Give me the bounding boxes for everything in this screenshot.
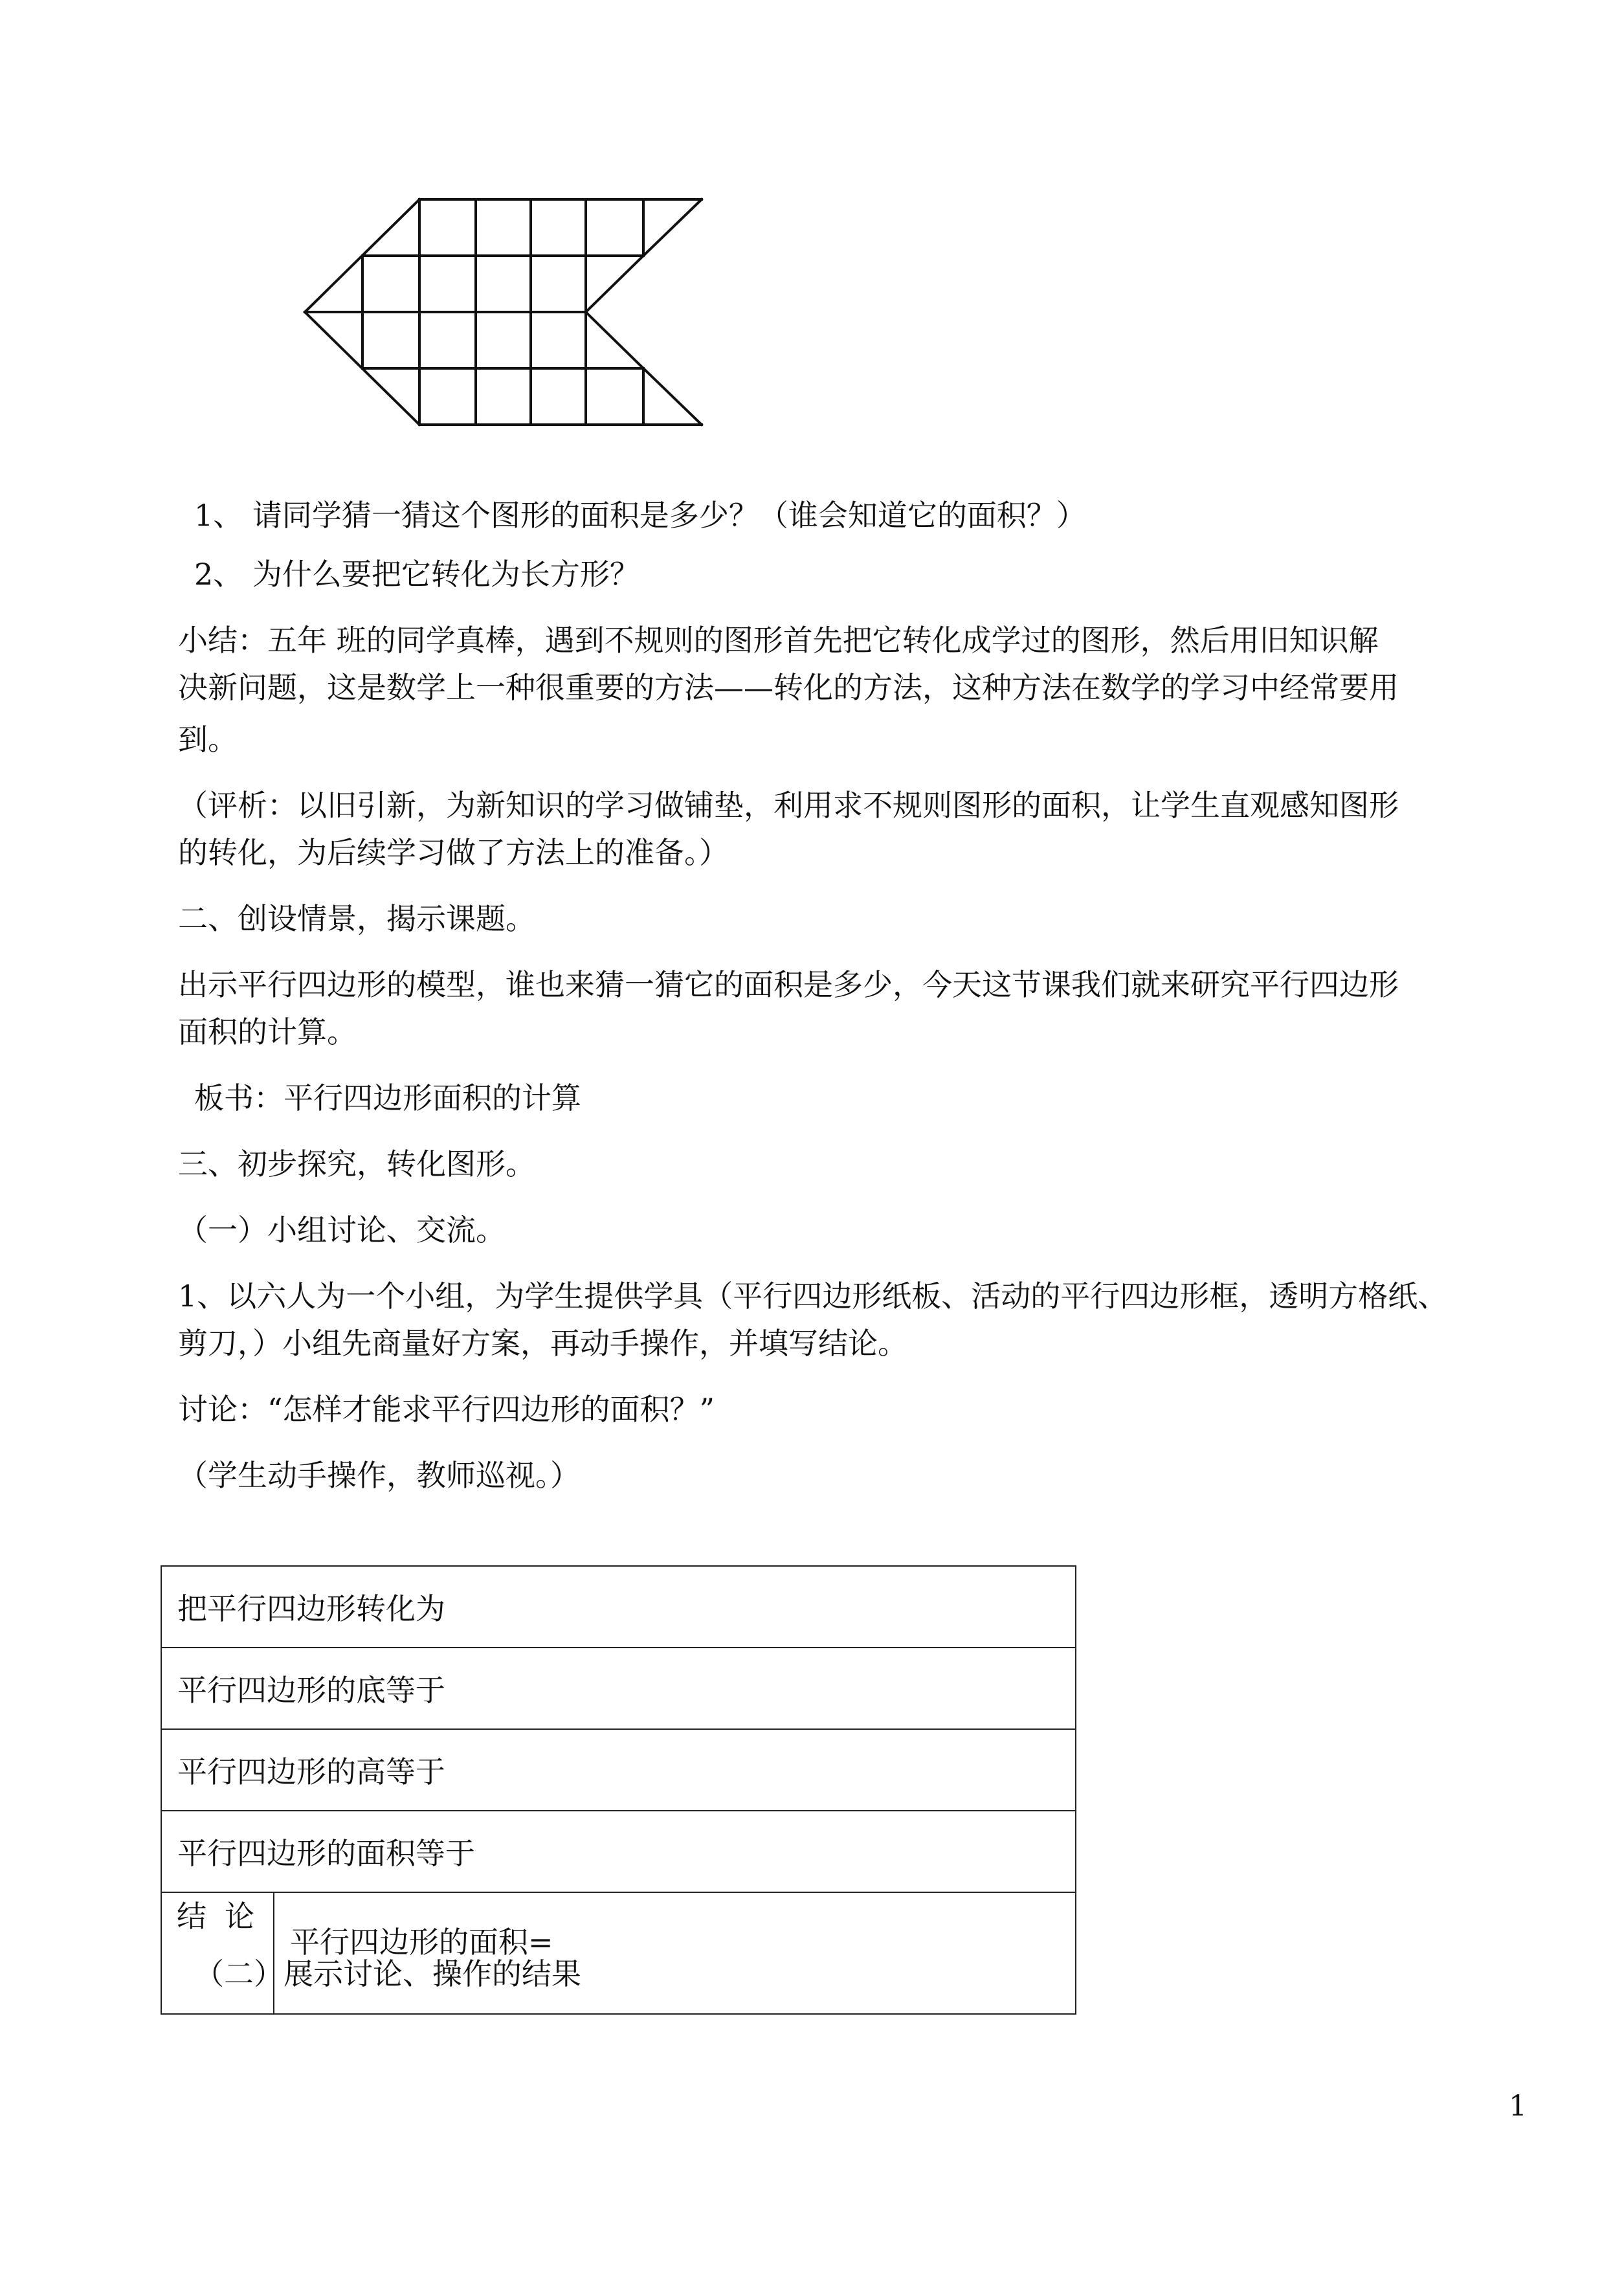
item-1-line-2: 剪刀，）小组先商量好方案，再动手操作，并填写结论。 xyxy=(178,1326,907,1361)
conclusion-formula[interactable]: 平行四边形的面积= xyxy=(274,1892,1076,2014)
table-row xyxy=(161,1566,1076,1648)
section-2-line-1: 出示平行四边形的模型，谁也来猜一猜它的面积是多少，今天这节课我们就来研究平行四边形 xyxy=(178,967,1399,1002)
grid-figure xyxy=(285,188,725,460)
table-row xyxy=(161,1811,1076,1892)
summary-line-2: 决新问题，这是数学上一种很重要的方法——转化的方法，这种方法在数学的学习中经常要用 xyxy=(178,670,1399,705)
discussion-prompt: 讨论：“怎样才能求平行四边形的面积？” xyxy=(178,1392,715,1427)
question-2: 2、 为什么要把它转化为长方形？ xyxy=(194,557,640,592)
row-base-equals[interactable]: 平行四边形的底等于 xyxy=(161,1648,1076,1729)
section-2-title: 二、创设情景，揭示课题。 xyxy=(178,901,535,936)
row-height-equals[interactable]: 平行四边形的高等于 xyxy=(161,1729,1076,1811)
page-number: 1 xyxy=(1509,2090,1527,2123)
question-1: 1、 请同学猜一猜这个图形的面积是多少？（谁会知道它的面积？） xyxy=(194,498,1086,533)
conclusion-label: 结论 xyxy=(161,1892,274,2014)
table-row xyxy=(161,1648,1076,1729)
student-action-note: （学生动手操作，教师巡视。） xyxy=(178,1458,580,1493)
subsection-2-title: （二）展示讨论、操作的结果 xyxy=(194,1956,581,1991)
row-area-equals[interactable]: 平行四边形的面积等于 xyxy=(161,1811,1076,1892)
row-transform-to[interactable]: 把平行四边形转化为 xyxy=(161,1566,1076,1648)
section-3-title: 三、初步探究，转化图形。 xyxy=(178,1146,535,1181)
subsection-1-title: （一）小组讨论、交流。 xyxy=(178,1213,506,1247)
summary-line-3: 到。 xyxy=(178,722,238,757)
comment-line-2: 的转化，为后续学习做了方法上的准备。） xyxy=(178,835,729,870)
item-1-line-1: 1、以六人为一个小组，为学生提供学具（平行四边形纸板、活动的平行四边形框，透明方格纸、 xyxy=(178,1279,1448,1314)
comment-line-1: （评析：以旧引新，为新知识的学习做铺垫，利用求不规则图形的面积，让学生直观感知图形 xyxy=(178,788,1399,823)
table-row xyxy=(161,1729,1076,1811)
summary-line-1: 小结：五年 班的同学真棒，遇到不规则的图形首先把它转化成学过的图形，然后用旧知识解 xyxy=(178,623,1379,658)
board-note: 板书：平行四边形面积的计算 xyxy=(194,1080,581,1115)
section-2-line-2: 面积的计算。 xyxy=(178,1014,357,1049)
